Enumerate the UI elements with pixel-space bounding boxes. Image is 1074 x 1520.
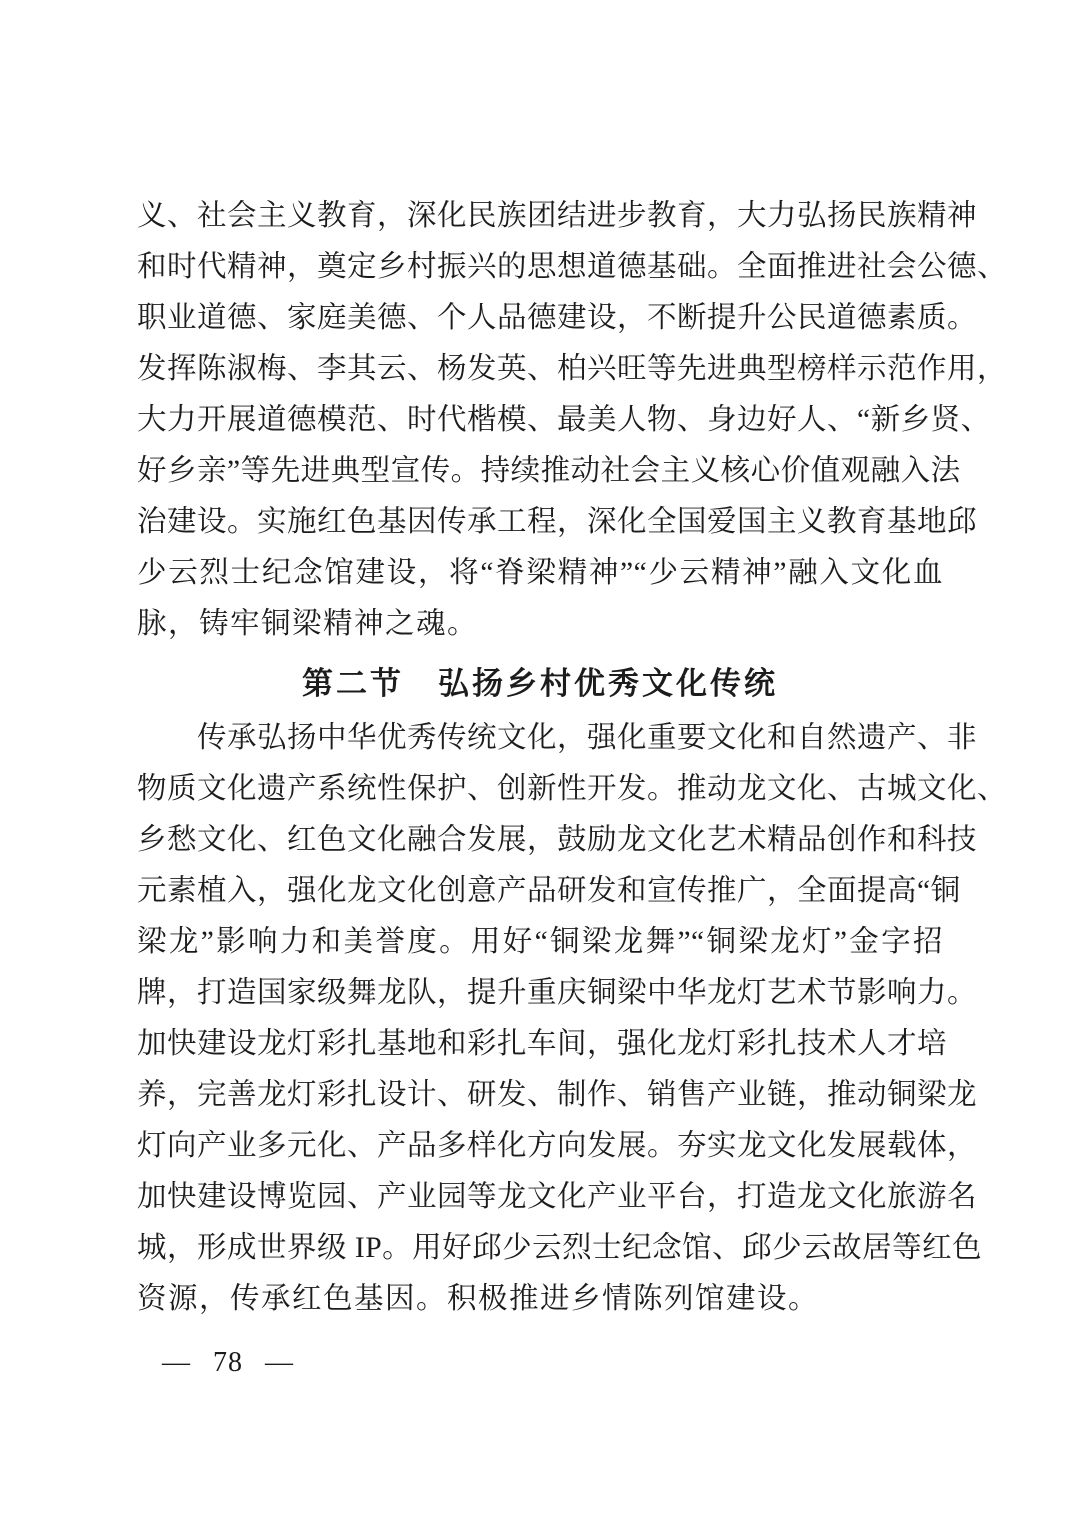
- body-text-line: 治建设。实施红色基因传承工程，深化全国爱国主义教育基地邱: [137, 506, 978, 538]
- body-text-line: 职业道德、家庭美德、个人品德建设，不断提升公民道德素质。: [137, 302, 978, 334]
- body-text-line: 加快建设龙灯彩扎基地和彩扎车间，强化龙灯彩扎技术人才培: [137, 1028, 948, 1060]
- body-text-line: 发挥陈淑梅、李其云、杨发英、柏兴旺等先进典型榜样示范作用，: [137, 353, 1008, 385]
- body-text-line: 少云烈士纪念馆建设，将“脊梁精神”“少云精神”融入文化血: [137, 557, 943, 589]
- body-text-line: 灯向产业多元化、产品多样化方向发展。夯实龙文化发展载体，: [137, 1130, 978, 1162]
- body-text-line: 资源，传承红色基因。积极推进乡情陈列馆建设。: [137, 1283, 820, 1315]
- body-text-line: 牌，打造国家级舞龙队，提升重庆铜梁中华龙灯艺术节影响力。: [137, 977, 978, 1009]
- body-text-line: 传承弘扬中华优秀传统文化，强化重要文化和自然遗产、非: [197, 722, 978, 754]
- body-text-line: 城，形成世界级 IP。用好邱少云烈士纪念馆、邱少云故居等红色: [137, 1232, 983, 1264]
- body-text-line: 梁龙”影响力和美誉度。用好“铜梁龙舞”“铜梁龙灯”金字招: [137, 926, 943, 958]
- body-text-line: 加快建设博览园、产业园等龙文化产业平台，打造龙文化旅游名: [137, 1181, 978, 1213]
- body-text-line: 物质文化遗产系统性保护、创新性开发。推动龙文化、古城文化、: [137, 773, 1008, 805]
- page-number: — 78 —: [162, 1347, 294, 1378]
- paragraph-1: [137, 191, 1008, 650]
- body-text-line: 和时代精神，奠定乡村振兴的思想道德基础。全面推进社会公德、: [137, 251, 1008, 283]
- body-text-line: 义、社会主义教育，深化民族团结进步教育，大力弘扬民族精神: [137, 200, 978, 232]
- body-text-line: 养，完善龙灯彩扎设计、研发、制作、销售产业链，推动铜梁龙: [137, 1079, 978, 1111]
- body-text-line: 大力开展道德模范、时代楷模、最美人物、身边好人、“新乡贤、: [137, 404, 991, 436]
- page-content: [137, 191, 1008, 1325]
- body-text-line: 好乡亲”等先进典型宣传。持续推动社会主义核心价值观融入法: [137, 455, 961, 487]
- body-text-line: 乡愁文化、红色文化融合发展，鼓励龙文化艺术精品创作和科技: [137, 824, 978, 856]
- body-text-line: 脉，铸牢铜梁精神之魂。: [137, 608, 479, 640]
- section-heading: 第二节 弘扬乡村优秀文化传统: [302, 666, 778, 701]
- paragraph-2: [137, 713, 1008, 1325]
- body-text-line: 元素植入，强化龙文化创意产品研发和宣传推广，全面提高“铜: [137, 875, 961, 907]
